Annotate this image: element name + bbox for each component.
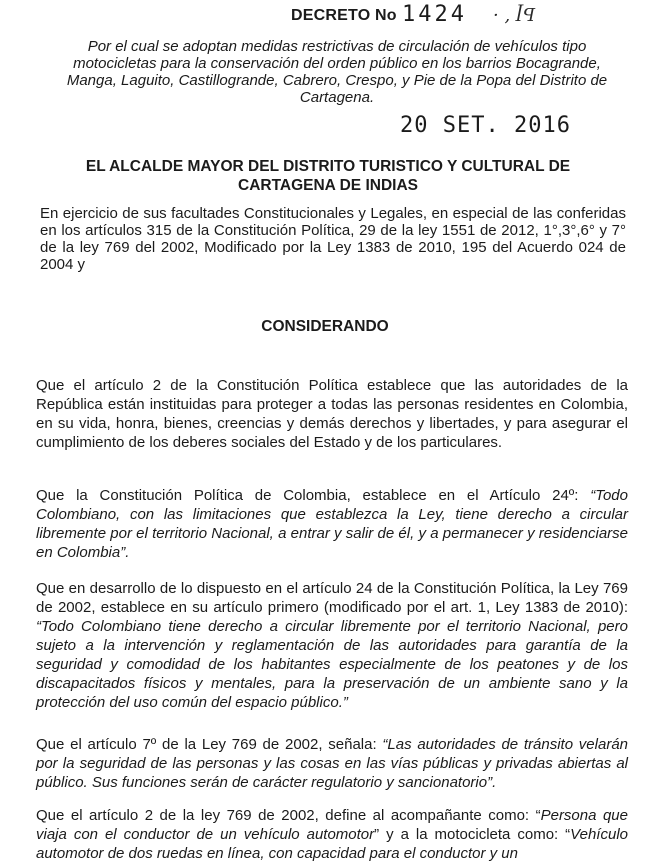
considering-paragraph-2	[36, 486, 628, 562]
paragraph-3-intro: Que en desarrollo de lo dispuesto en el artículo 24 de la Constitución Política, la Ley 769 de 2002, establece en su artículo primero (modificado por el art. 1, Ley 1383 de 2010):	[36, 580, 628, 616]
paragraph-5-quote-1: Persona que viaja con el conductor de un vehículo automotor	[36, 807, 628, 843]
faculties-paragraph: En ejercicio de sus facultades Constitucionales y Legales, en especial de las conferidas en los artículos 315 de la Constitución Política, 29 de la ley 1551 de 2012, 1°,3°,6° y 7° de la ley 769 del 2002, Modificado por la Ley 1383 de 2010, 195 del Acuerdo 024 de 2004 y	[40, 205, 626, 273]
considering-paragraph-4	[36, 735, 628, 792]
paragraph-2-quote: “Todo Colombiano, con las limitaciones que establezca la Ley, tiene derecho a circular libremente por el territorio Nacional, a entrar y salir de él, y a permanecer y residenciarse en Colombia”.	[36, 487, 628, 561]
considering-paragraph-3	[36, 579, 628, 712]
paragraph-5-quote-2: Vehículo automotor de dos ruedas en línea, con capacidad para el conductor y un	[36, 826, 628, 862]
authority-title: EL ALCALDE MAYOR DEL DISTRITO TURISTICO Y CULTURAL DE CARTAGENA DE INDIAS	[85, 158, 571, 194]
handwritten-stamp-mark: · , ꟾꟼ	[493, 5, 536, 26]
paragraph-4-intro: Que el artículo 7º de la Ley 769 de 2002, señala:	[36, 736, 383, 753]
considering-paragraph-5	[36, 806, 628, 863]
decree-label: DECRETO No	[291, 7, 397, 24]
considerando-heading: CONSIDERANDO	[261, 318, 389, 335]
decree-date: 20 SET. 2016	[400, 113, 571, 138]
paragraph-3-quote: “Todo Colombiano tiene derecho a circular libremente por el territorio Nacional, pero sujeto a la intervención y reglamentación de las autoridades para garantía de la seguridad y comodidad de los habitantes especialmente de los peatones y de los discapacitados físicos y mentales, para la preservación de un ambiente sano y la protección del uso común del espacio público.”	[36, 618, 628, 711]
decree-subject: Por el cual se adoptan medidas restrictivas de circulación de vehículos tipo motocicletas para la conservación del orden público en los barrios Bocagrande, Manga, Laguito, Castillogrande, Cabrero, Crespo, y Pie de la Popa del Distrito de Cartagena.	[66, 38, 608, 106]
paragraph-5-mid: ” y a la motocicleta como: “	[374, 826, 571, 843]
decree-number: 1424	[402, 2, 467, 27]
considering-paragraph-1: Que el artículo 2 de la Constitución Política establece que las autoridades de la República están instituidas para proteger a todas las personas residentes en Colombia, en su vida, honra, bienes, creencias y demás derechos y libertades, y para asegurar el cumplimiento de los deberes sociales del Estado y de los particulares.	[36, 377, 628, 451]
paragraph-5-intro: Que el artículo 2 de la ley 769 de 2002, define al acompañante como: “	[36, 807, 541, 824]
paragraph-4-quote: “Las autoridades de tránsito velarán por la seguridad de las personas y las cosas en las vías públicas y privadas abiertas al público. Sus funciones serán de carácter regulatorio y sancionatorio”.	[36, 736, 629, 791]
paragraph-2-intro: Que la Constitución Política de Colombia, establece en el Artículo 24º:	[36, 487, 591, 504]
